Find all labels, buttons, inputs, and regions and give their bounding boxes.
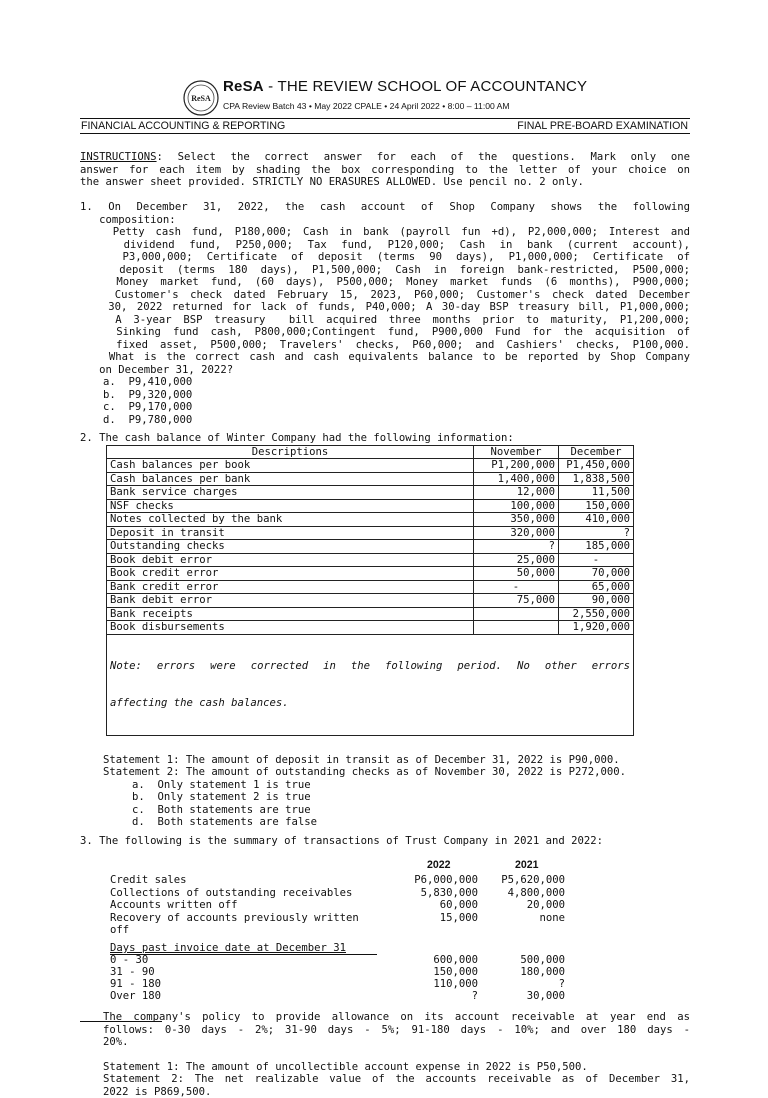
- header-descriptions: Descriptions: [107, 445, 474, 459]
- q1-choice-a[interactable]: a. P9,410,000: [103, 376, 690, 389]
- question-2: [80, 432, 690, 829]
- row-description: Cash balances per book: [107, 459, 474, 473]
- q1-line: on December 31, 2022?: [80, 364, 690, 377]
- logo-text: ReSA: [191, 94, 211, 103]
- q1-line: Sinking fund cash, P800,000;Contingent fund, P900,000 Fund for the acquisition of: [80, 326, 690, 339]
- row-november: -: [474, 580, 559, 594]
- q1-line: 1. On December 31, 2022, the cash account of Shop Company shows the following: [80, 201, 690, 214]
- title-bar: [80, 118, 690, 134]
- header-december: December: [559, 445, 634, 459]
- q3-aging-label: 0 - 30: [110, 954, 148, 967]
- q2-choice-d[interactable]: d. Both statements are false: [132, 816, 690, 829]
- table-row: [107, 486, 634, 500]
- q1-line: What is the correct cash and cash equivalents balance to be reported by Shop Company: [80, 351, 690, 364]
- q3-row-2022: 5,830,000: [421, 887, 478, 900]
- q3-stem: 3. The following is the summary of transactions of Trust Company in 2021 and 2022:: [80, 835, 690, 848]
- q3-row-2021: P5,620,000: [501, 874, 565, 887]
- q3-aging-2022: 110,000: [433, 978, 478, 991]
- q3-row-2022: 15,000: [440, 912, 478, 925]
- q3-row-label: off: [110, 924, 129, 937]
- q3-row-label: Collections of outstanding receivables: [110, 887, 352, 900]
- q3-aging-2021: 30,000: [527, 990, 565, 1003]
- q1-line: deposit (terms 180 days), P1,500,000; Cash in foreign bank-restricted, P500,000;: [80, 264, 690, 277]
- q2-choice-a[interactable]: a. Only statement 1 is true: [132, 779, 690, 792]
- instructions-line-3: the answer sheet provided. STRICTLY NO ERASURES ALLOWED. Use pencil no. 2 only.: [80, 176, 690, 189]
- school-title: [223, 78, 587, 95]
- q3-row-2022: 60,000: [440, 899, 478, 912]
- q3-aging-2021: ?: [559, 978, 565, 991]
- cash-table: [106, 445, 634, 736]
- row-november: 12,000: [474, 486, 559, 500]
- row-december: 410,000: [559, 513, 634, 527]
- batch-line: CPA Review Batch 43 • May 2022 CPALE • 24 April 2022 • 8:00 – 11:00 AM: [223, 101, 510, 111]
- q2-stem: 2. The cash balance of Winter Company had the following information:: [80, 432, 690, 445]
- table-row: [107, 607, 634, 621]
- exam-content: [80, 151, 690, 1098]
- instructions-line-2: answer for each item by shading the box corresponding to the letter of your choice on: [80, 164, 690, 177]
- q3-statement-2-line-2: 2022 is P869,500.: [103, 1086, 690, 1098]
- instructions: [80, 151, 690, 189]
- document-header: [183, 78, 723, 118]
- row-description: Book disbursements: [107, 621, 474, 635]
- q3-aging-2022: 150,000: [433, 966, 478, 979]
- row-december: ?: [559, 526, 634, 540]
- q1-line: Petty cash fund, P180,000; Cash in bank (payroll fun +d), P2,000,000; Interest and: [80, 226, 690, 239]
- row-november: 50,000: [474, 567, 559, 581]
- q3-aging-rule: [110, 954, 377, 955]
- row-description: Deposit in transit: [107, 526, 474, 540]
- row-december: 1,838,500: [559, 472, 634, 486]
- q3-row-2021: none: [539, 912, 565, 925]
- table-row: [107, 567, 634, 581]
- q2-choice-c[interactable]: c. Both statements are true: [132, 804, 690, 817]
- table-note-line-1: Note: errors were corrected in the following period. No other errors: [110, 660, 630, 673]
- row-description: Bank receipts: [107, 607, 474, 621]
- table-row: [107, 594, 634, 608]
- q1-line: A 3-year BSP treasury bill acquired three months prior to maturity, P1,200,000;: [80, 314, 690, 327]
- row-december: 11,500: [559, 486, 634, 500]
- subject-label: FINANCIAL ACCOUNTING & REPORTING: [81, 120, 285, 132]
- q1-line: 30, 2022 returned for lack of funds, P40,000; A 30-day BSP treasury bill, P1,000,000;: [80, 301, 690, 314]
- q3-aging-label: Over 180: [110, 990, 161, 1003]
- row-november: P1,200,000: [474, 459, 559, 473]
- q1-line: fixed asset, P500,000; Travelers' checks, P60,000; and Cashiers' checks, P100,000.: [80, 339, 690, 352]
- q3-row-2021: 20,000: [527, 899, 565, 912]
- q3-aging-2021: 500,000: [520, 954, 565, 967]
- q3-statement-2-line-1: Statement 2: The net realizable value of the accounts receivable as of December 31,: [103, 1073, 690, 1086]
- q2-choice-b[interactable]: b. Only statement 2 is true: [132, 791, 690, 804]
- row-description: Bank debit error: [107, 594, 474, 608]
- row-description: Notes collected by the bank: [107, 513, 474, 527]
- q3-aging-2022: 600,000: [433, 954, 478, 967]
- row-december: 1,920,000: [559, 621, 634, 635]
- table-note-row: [107, 634, 634, 735]
- q1-choice-d[interactable]: d. P9,780,000: [103, 414, 690, 427]
- school-title-rest: - THE REVIEW SCHOOL OF ACCOUNTANCY: [264, 78, 587, 95]
- row-december: 65,000: [559, 580, 634, 594]
- table-row: [107, 526, 634, 540]
- instructions-label: INSTRUCTIONS: [80, 151, 157, 163]
- q1-choices: [80, 376, 690, 426]
- q3-aging-2022: ?: [472, 990, 478, 1003]
- table-row: [107, 499, 634, 513]
- q3-policy-line-3: 20%.: [103, 1036, 690, 1049]
- q3-summary-table: [110, 847, 690, 1001]
- row-november: ?: [474, 540, 559, 554]
- row-description: Bank service charges: [107, 486, 474, 500]
- row-november: [474, 621, 559, 635]
- table-row: [107, 459, 634, 473]
- q3-year-2021: 2021: [515, 859, 539, 872]
- row-december: 90,000: [559, 594, 634, 608]
- q1-choice-c[interactable]: c. P9,170,000: [103, 401, 690, 414]
- question-3: [80, 835, 690, 1098]
- footer-rule: [80, 1021, 162, 1022]
- q2-statement-1: Statement 1: The amount of deposit in transit as of December 31, 2022 is P90,000.: [103, 754, 690, 767]
- q3-aging-header: Days past invoice date at December 31: [110, 942, 346, 955]
- q3-year-2022: 2022: [427, 859, 451, 872]
- table-row: [107, 580, 634, 594]
- q3-row-label: Accounts written off: [110, 899, 238, 912]
- row-december: P1,450,000: [559, 459, 634, 473]
- q2-statement-2: Statement 2: The amount of outstanding checks as of November 30, 2022 is P272,000.: [103, 766, 690, 779]
- row-december: -: [559, 553, 634, 567]
- table-row: [107, 621, 634, 635]
- row-november: 75,000: [474, 594, 559, 608]
- table-row: [107, 553, 634, 567]
- row-december: 70,000: [559, 567, 634, 581]
- table-row: [107, 540, 634, 554]
- row-november: 320,000: [474, 526, 559, 540]
- q2-choices: [80, 779, 690, 829]
- row-description: Cash balances per bank: [107, 472, 474, 486]
- q1-line: Customer's check dated February 15, 2023, P60,000; Customer's check dated December: [80, 289, 690, 302]
- q3-policy-line-2: follows: 0-30 days - 2%; 31-90 days - 5%; 91-180 days - 10%; and over 180 days -: [103, 1024, 690, 1037]
- q3-row-2021: 4,800,000: [508, 887, 565, 900]
- q3-aging-label: 31 - 90: [110, 966, 155, 979]
- exam-type-label: FINAL PRE-BOARD EXAMINATION: [517, 120, 688, 132]
- school-title-short: ReSA: [223, 78, 264, 95]
- cash-table-header: [107, 445, 634, 459]
- row-november: [474, 607, 559, 621]
- row-december: 150,000: [559, 499, 634, 513]
- question-1: [80, 201, 690, 426]
- row-november: 100,000: [474, 499, 559, 513]
- q3-row-label: Recovery of accounts previously written: [110, 912, 359, 925]
- row-november: 1,400,000: [474, 472, 559, 486]
- q1-line: composition:: [80, 214, 690, 227]
- header-november: November: [474, 445, 559, 459]
- row-description: NSF checks: [107, 499, 474, 513]
- table-note-line-2: affecting the cash balances.: [110, 697, 630, 710]
- table-row: [107, 472, 634, 486]
- row-description: Book credit error: [107, 567, 474, 581]
- row-november: 25,000: [474, 553, 559, 567]
- resa-logo: [183, 80, 219, 116]
- q3-statement-1: Statement 1: The amount of uncollectible account expense in 2022 is P50,500.: [103, 1061, 690, 1074]
- q3-aging-2021: 180,000: [520, 966, 565, 979]
- q1-line: Money market fund, (60 days), P500,000; Money market funds (6 months), P900,000;: [80, 276, 690, 289]
- row-december: 2,550,000: [559, 607, 634, 621]
- instructions-line-1: : Select the correct answer for each of the questions. Mark only one: [157, 151, 690, 163]
- row-december: 185,000: [559, 540, 634, 554]
- q3-policy-line-1: The company's policy to provide allowance on its account receivable at year end as: [103, 1011, 690, 1024]
- q1-line: P3,000,000; Certificate of deposit (terms 90 days), P1,000,000; Certificate of: [80, 251, 690, 264]
- row-november: 350,000: [474, 513, 559, 527]
- row-description: Outstanding checks: [107, 540, 474, 554]
- q3-aging-label: 91 - 180: [110, 978, 161, 991]
- q1-choice-b[interactable]: b. P9,320,000: [103, 389, 690, 402]
- table-note: [107, 634, 634, 735]
- row-description: Book debit error: [107, 553, 474, 567]
- row-description: Bank credit error: [107, 580, 474, 594]
- q3-row-2022: P6,000,000: [414, 874, 478, 887]
- table-row: [107, 513, 634, 527]
- q1-line: dividend fund, P250,000; Tax fund, P120,000; Cash in bank (current account),: [80, 239, 690, 252]
- q3-row-label: Credit sales: [110, 874, 187, 887]
